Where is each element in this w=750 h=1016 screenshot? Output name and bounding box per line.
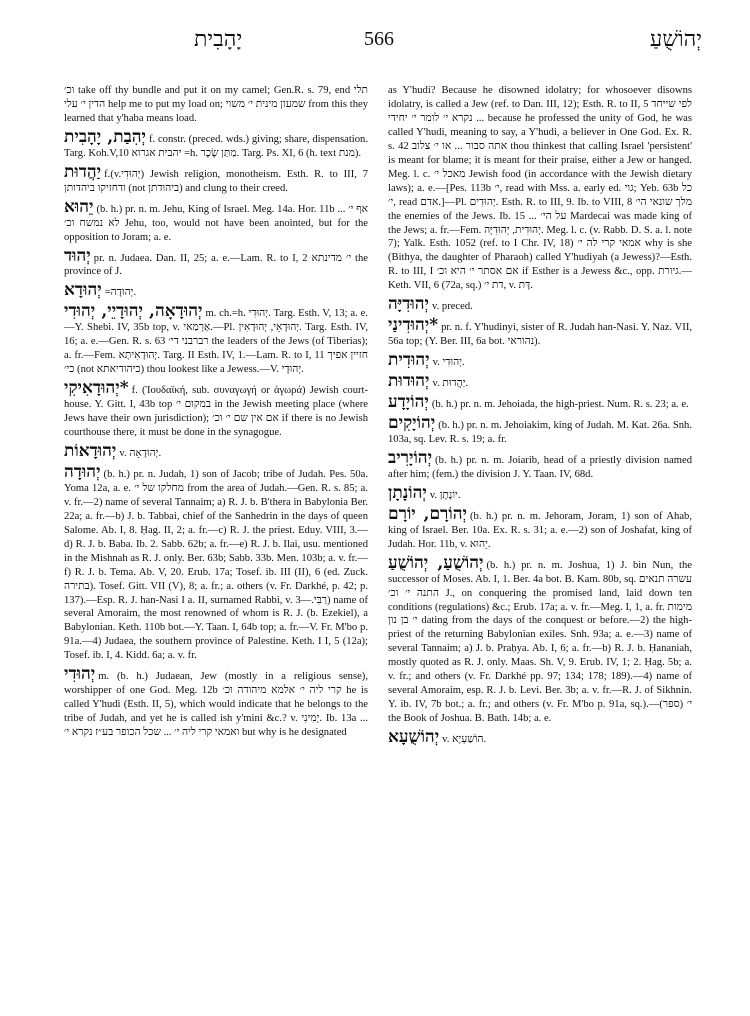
dictionary-entry — [388, 294, 692, 315]
dictionary-entry — [64, 245, 368, 280]
entry-text: (b. h.) pr. n. m. Jehoram, Joram, 1) son of Ahab, king of Israel. Ber. 10a. Ex. R. s. 31; a. e.—2) son of Joshafat, king of Judah. Hor. 11b, v. יֵהוּא. — [388, 510, 692, 550]
entry-paragraph — [64, 161, 368, 196]
entry-paragraph — [388, 552, 693, 726]
entry-headword: יְהוֹנָתָן — [388, 482, 427, 503]
dictionary-entry — [388, 392, 692, 413]
entry-text: (b. h.) pr. n. m. Jehoiakim, king of Judah. M. Kat. 26a. Snh. 103a, sq. Lev. R. s. 19; a. fr. — [388, 420, 692, 445]
entry-text: v. יוֹנָתָן. — [429, 489, 461, 501]
entry-paragraph — [388, 447, 692, 482]
entry-text: v. preced. — [432, 301, 473, 313]
entry-headword: יְהוּד — [64, 245, 91, 266]
left-column — [64, 84, 368, 745]
dictionary-entry — [388, 482, 692, 503]
dictionary-entry — [64, 664, 368, 740]
entry-headword: יְהוּדָה — [64, 461, 101, 482]
dictionary-entry — [388, 552, 693, 726]
entry-paragraph — [64, 280, 368, 301]
entry-headword: יֵהוּא — [64, 196, 94, 217]
dictionary-entry — [64, 461, 369, 663]
entry-headword: יַהֲדוּת — [64, 161, 102, 182]
entry-paragraph — [388, 84, 692, 293]
entry-text: וכ׳ take off thy bundle and put it on my camel; Gen.R. s. 79, end תלי הדין י׳ עלי help me to put my load on; שמעון מינית י׳ משוי from this they learned that y'haba means load. — [64, 85, 368, 124]
dictionary-entry — [388, 350, 692, 371]
entry-text: v. יַהֲדוּת. — [432, 378, 469, 390]
entry-text: (b. h.) pr. n. m. Joiarib, head of a priestly division named after him; (fem.) the division J. Y. Taan. IV, 68d. — [388, 454, 692, 480]
entry-text: v. יְהוּדִי. — [432, 357, 465, 369]
dictionary-entry — [388, 503, 692, 552]
entry-headword: יְהוּדָאָה, יְהוּדָיֵי, יְהוּדִי — [64, 301, 203, 322]
entry-paragraph — [64, 126, 368, 161]
dictionary-entry — [388, 371, 692, 392]
entry-text: (b. h.) pr. n. m. Joshua, 1) J. bin Nun, the successor of Moses. Ab. I, 1. Ber. 4a bot. B. Kam. 80b, sq. עשרה תנאים התנה י׳ וכ׳ J., on conquering the promised land, laid down ten conditions (regulations) &c.; Erub. 17a; a. v. fr.—Meg. I, 1, a. fr. מימות י׳ בן נון dating from the days of the conquest or before.—2) the high-priest of the returning Babylonian exiles. Snh. 93a; a. e.—3) name of several Tannaim; a) J. b. Praḥya. Ab. I, 6; a. fr.—b) R. J. b. Ḥananiah, mostly quoted as R. J. only. Maas. Sh. V, 9. Erub. IV, 1; 2. Ḥag. 5b; a. v. fr.; and others (v. Fr. Darkhé pp. 97; 134; 178; 189).—4) name of several Amoraim, esp. R. J. b. Levi. Ber. 3b; a. v. fr.—R. J. of Sikhnin. Y. ib. IV, 7b bot.; a. fr.; and others (v. Fr. M'bo p. 91a, sq.).—(ספר) י׳ the Book of Joshua. B. Bath. 14b; a. e. — [388, 559, 693, 725]
entry-text: pr. n. f. Y'hudinyi, sister of R. Judah han-Nasi. Y. Naz. VII, 56a top; (Y. Ber. III, 6a bot. נהוראי). — [388, 322, 692, 348]
dictionary-entry — [64, 196, 369, 245]
entry-text: (b. h.) pr. n. m. Jehu, King of Israel. Meg. 14a. Hor. 11b אף י׳ ... לא נמשח וכ׳ Jehu, too, would not have been anointed, but for the opposition to Joram; a. e. — [64, 203, 369, 243]
entry-text: pr. n. Judaea. Dan. II, 25; a. e.—Lam. R. to I, 2 י׳ מדינתא the province of J. — [64, 252, 368, 278]
entry-headword: יְהוֹשֻׁעַ, יְהוֹשֻׁעַ — [388, 552, 484, 573]
entry-text: as Y'hudi? Because he disowned idolatry; for whosoever disowns idolatry, is called a Jew (ref. to Dan. III, 12); Esth. R. to II, 5 לפי שייחד ... נקרא י׳ לומר י׳ יחידי because he professed the unity of God, he was called Y'hudi, meaning to say, a Y'hudi, a believer in One God. Ex. R. s. 42 אתה סבור ... או י׳ צלוב thou thinkest that calling Israel 'persistent' is meant for blame; it is meant for their praise, either a Jew or hanged. Meg. l. c. מאכל י׳ Jewish food (in accordance with the Jewish dietary laws); a. e.—[Pes. 113b י׳, read with Mss. a. early ed. גוי; Yeb. 63b כל י׳, read אדם.]—Pl. יְהוּדִים. Esth. R. to III, 9. Ib. to VIII, 8 מלך שונאי הי׳ the enemies of the Jews. Ib. 15 ... על הי׳ Mardecai was made king of the Jews; a. fr.—Fem. יְהוּדִית, יְהוּדִיָּה. Meg. l. c. (v. Rabb. D. S. a. l. note 7); Yalk. Esth. 1052 (ref. to I Chr. IV, 18) אמאי קרי לה י׳ why is she (Bithya, the daughter of Pharaoh) called Y'hudiyah (a Jewess)?—Esth. R. to III, I אם אסתר י׳ היא וכ׳ if Esther is a Jewess &c., opp. גיורת.—Keth. VII, 6 (72a, sq.) דת י׳, v. דָּת. — [388, 85, 693, 292]
entry-text: v. יְהוּדָאָה. — [119, 447, 162, 459]
entry-headword: יְהוֹרָם, יוֹרָם — [388, 503, 467, 524]
entry-paragraph — [388, 392, 692, 413]
entry-paragraph — [64, 378, 369, 440]
entry-paragraph — [388, 727, 692, 748]
entry-paragraph — [64, 84, 368, 126]
entry-text: v. הוֹשַׁעְיָא. — [442, 734, 487, 746]
entry-headword: *יְהוּדָאִיקִי — [64, 378, 129, 399]
entry-text: (b. h.) pr. n. m. Jehoiada, the high-priest. Num. R. s. 23; a. e. — [431, 399, 689, 411]
dictionary-entry — [388, 84, 692, 293]
dictionary-entry — [64, 161, 368, 196]
entry-paragraph — [64, 196, 369, 245]
entry-headword: יְהוּדִי — [64, 664, 96, 685]
entry-headword: יְהוֹיָדָע — [388, 392, 429, 413]
entry-paragraph — [64, 301, 369, 377]
entry-paragraph — [64, 664, 368, 740]
entry-paragraph — [64, 245, 368, 280]
entry-text: (b. h.) pr. n. Judah, 1) son of Jacob; tribe of Judah. Pes. 50a. Yoma 12a, a. e. מחלקו של י׳ from the area of Judah.—Gen. R. s. 85; a. v. fr.—2) name of several Tannaim; a) R. J. b. B'thera in Babylonia Ber. 22a; a. fr.—b) J. b. Tabbai, chief of the Sanhedrin in the days of queen Salome. Ab. I, 8. Ḥag. II, 2; a. fr.—c) R. J. the priest. Eduy. VIII, 3.—d) R. J. b. Baba. Ib. 2. Sabb. 62b; a. fr.—e) R. J. b. Ilai, usu. mentioned in the Mishnah as R. J. only. Ber. 63b; Sabb. 33b. Men. 103b; a. v. fr.—f) R. J. b. Tema. Ab. V, 20. Erub. 17a; Tosef. ib. III (II), 6 (ed. Zuck. בתירה). Tosef. Gitt. VII (V), 8; a. fr.; a. others (v. Fr. Darkhé, p. 42; p. 137).—Esp. R. J. han-Nasi I a. II, surnamed Rabbi, v. רַבִּי.—3) name of several Amoraim, the most renowned of whom is R. J. (b. Ezekiel), a Babylonian. Keth. 110b bot.—Y. Taan. I, 64b top; a. fr.—V. Fr. M'bo p. 91a.—4) Judaea, the southern province of Palestine. Keth. I I, 5 (12a); Tosef. ib. I, 4. Kidd. 6a; a. v. fr. — [64, 468, 369, 662]
dictionary-entry — [64, 280, 368, 301]
dictionary-entry — [388, 447, 692, 482]
page-header — [54, 26, 702, 60]
dictionary-entry — [388, 727, 692, 748]
dictionary-entry — [64, 84, 368, 126]
entry-text: f. constr. (preced. wds.) giving; share, dispensation. Targ. Koh.V,10 יהבית אגרוא =h. מַתַּן שָׂכָר. Targ. Ps. XI, 6 (h. text מנת). — [64, 133, 368, 159]
entry-paragraph — [388, 294, 692, 315]
entry-text: m. (b. h.) Judaean, Jew (mostly in a religious sense), worshipper of one God. Meg. 12b קרי ליה י׳ אלמא מיהודה וכ׳ he is called Y'hudi (Esth. II, 5), which would indicate that he belongs to the tribe of Judah, and yet he is called ish y'mini &c.? v. יְמִינִי. Ib. 13a ... ואמאי קרי ליה י׳ ... שכל הכופר בע״ז נקרא י׳ but why is he designated — [64, 671, 368, 739]
entry-paragraph — [64, 461, 369, 663]
dictionary-entry — [388, 413, 692, 447]
entry-paragraph — [388, 315, 692, 349]
running-head-right: יְהוֹשֻׁעַ — [649, 27, 702, 52]
entry-headword: יְהוּדָאוֹת — [64, 440, 117, 461]
running-head-left: יָהָבִית — [194, 27, 243, 52]
entry-headword: יְהוֹיָקִים — [388, 413, 436, 434]
dictionary-entry — [64, 126, 368, 161]
entry-text: =יְהוּדָה. — [104, 287, 137, 299]
right-column — [388, 84, 692, 752]
dictionary-entry — [64, 301, 369, 377]
dictionary-entry — [64, 378, 369, 440]
entry-text: f.(v.יְהוּדִי) Jewish religion, monotheism. Esth. R. to III, 7 ודחזיקו ביהדותן (not ביהודתן) and clung to their creed. — [64, 168, 368, 194]
entry-text: f. (Ἰουδαϊκή, sub. συναγωγή or ἀγωρά) Jewish court-house. Y. Gitt. I, 43b top במקום י׳ in the Jewish meeting place (where Jews have their own jurisdiction); אם אין שם י׳ וכ׳ if there is no Jewish courthouse there, it must be done in the synagogue. — [64, 385, 369, 439]
entry-headword: יְהוּדִיָּה — [388, 294, 429, 315]
dictionary-entry — [64, 440, 368, 461]
dictionary-entry — [388, 315, 692, 349]
entry-paragraph — [388, 503, 692, 552]
entry-headword: יְהוּדוּת — [388, 371, 430, 392]
entry-paragraph — [388, 350, 692, 371]
entry-headword: יְהוּדָא — [64, 280, 102, 301]
entry-headword: יְהוֹשֻׁעָא — [388, 727, 440, 748]
page-number: 566 — [364, 28, 394, 50]
entry-text: m. ch.=h. יְהוּדִי. Targ. Esth. V, 13; a. e.—Y. Shebi. IV, 35b top, v. אַרְמַאי.—Pl. יְהוּדָאֵי, יְהוּדָאִין. Targ. Esth. IV, 16; a. e.—Gen. R. s. 63 רברבני די׳ the leaders of the Jews (of Tiberias); a. fr.—Fem. יְהוּדָאִיתָא. Targ. II Esth. IV, 1.—Lam. R. to I, 11 חזיין אפיך כי׳ (not כיהודיאתא) thou lookest like a Jewess.—V. יְהוּדָי. — [64, 308, 369, 376]
entry-headword: יְהִבַת, יָהָבִית — [64, 126, 147, 147]
entry-paragraph — [388, 413, 692, 447]
entry-paragraph — [64, 440, 368, 461]
entry-headword: יְהוֹיָרִיב — [388, 447, 433, 468]
entry-headword: יְהוּדִית — [388, 350, 430, 371]
entry-paragraph — [388, 482, 692, 503]
entry-headword: *יְהוּדִינַי — [388, 315, 439, 336]
entry-paragraph — [388, 371, 692, 392]
